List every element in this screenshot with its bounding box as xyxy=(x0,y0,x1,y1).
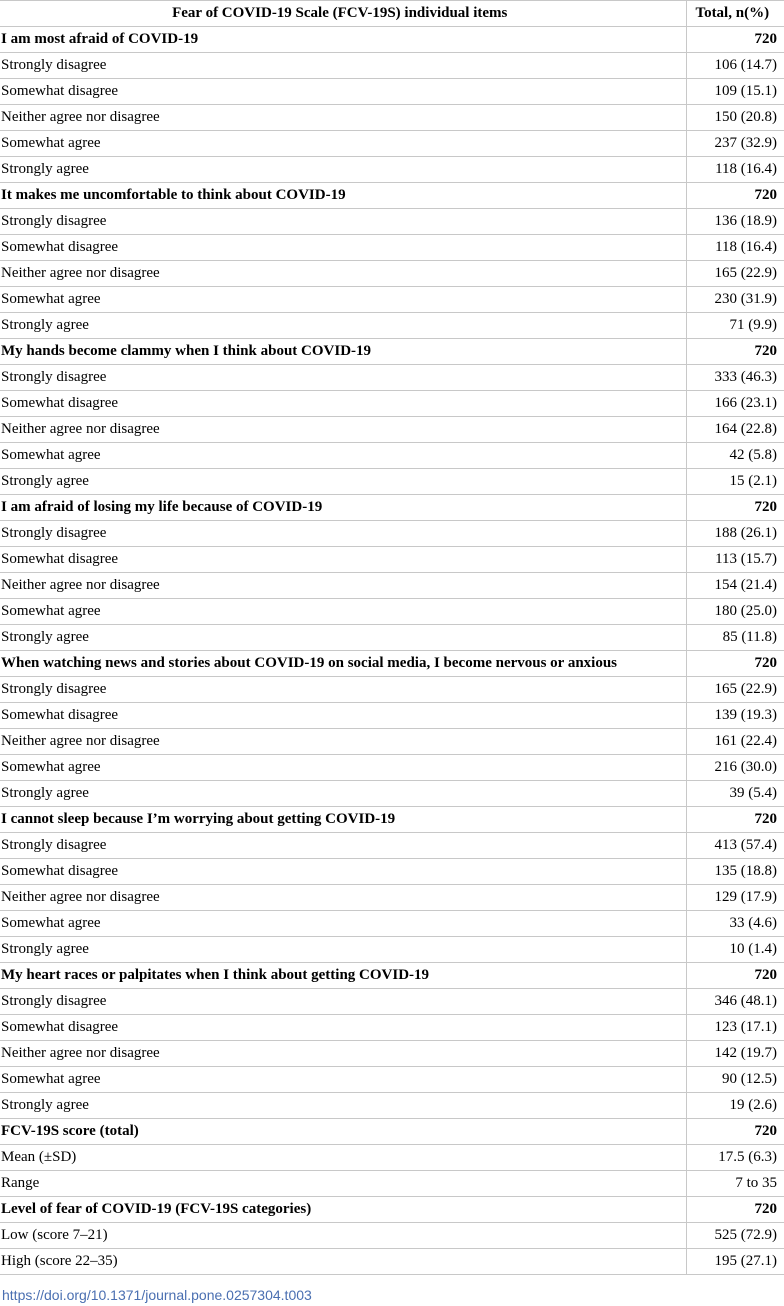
row-label: Neither agree nor disagree xyxy=(0,1041,686,1067)
row-label: Neither agree nor disagree xyxy=(0,573,686,599)
table-row xyxy=(0,313,784,339)
row-label: Strongly disagree xyxy=(0,677,686,703)
row-label: Strongly disagree xyxy=(0,833,686,859)
row-value: 165 (22.9) xyxy=(686,261,784,287)
section-header-row xyxy=(0,183,784,209)
table-row xyxy=(0,1067,784,1093)
table-row xyxy=(0,469,784,495)
row-value: 166 (23.1) xyxy=(686,391,784,417)
row-value: 118 (16.4) xyxy=(686,157,784,183)
section-total: 720 xyxy=(686,183,784,209)
table-body xyxy=(0,27,784,1275)
section-header-row xyxy=(0,807,784,833)
table-row xyxy=(0,1249,784,1275)
row-label: Somewhat agree xyxy=(0,1067,686,1093)
row-label: Strongly agree xyxy=(0,937,686,963)
row-value: 106 (14.7) xyxy=(686,53,784,79)
row-label: Neither agree nor disagree xyxy=(0,417,686,443)
row-label: Strongly disagree xyxy=(0,209,686,235)
table-row xyxy=(0,521,784,547)
table-row xyxy=(0,989,784,1015)
table-row xyxy=(0,911,784,937)
section-title: Level of fear of COVID-19 (FCV-19S categories) xyxy=(0,1197,686,1223)
row-value: 237 (32.9) xyxy=(686,131,784,157)
row-value: 109 (15.1) xyxy=(686,79,784,105)
row-value: 10 (1.4) xyxy=(686,937,784,963)
table-row xyxy=(0,599,784,625)
table-row xyxy=(0,1015,784,1041)
row-label: Somewhat disagree xyxy=(0,703,686,729)
table-row xyxy=(0,1041,784,1067)
table-row xyxy=(0,157,784,183)
row-value: 161 (22.4) xyxy=(686,729,784,755)
row-label: Strongly disagree xyxy=(0,989,686,1015)
row-value: 118 (16.4) xyxy=(686,235,784,261)
section-title: My hands become clammy when I think about COVID-19 xyxy=(0,339,686,365)
section-header-row xyxy=(0,339,784,365)
row-label: Strongly agree xyxy=(0,625,686,651)
row-value: 333 (46.3) xyxy=(686,365,784,391)
section-header-row xyxy=(0,27,784,53)
row-value: 135 (18.8) xyxy=(686,859,784,885)
table-row xyxy=(0,729,784,755)
header-total: Total, n(%) xyxy=(686,1,784,27)
row-value: 33 (4.6) xyxy=(686,911,784,937)
row-label: Strongly agree xyxy=(0,157,686,183)
table-row xyxy=(0,1145,784,1171)
section-title: When watching news and stories about COVID-19 on social media, I become nervous or anxious xyxy=(0,651,686,677)
row-label: Somewhat disagree xyxy=(0,391,686,417)
section-header-row xyxy=(0,651,784,677)
section-header-row xyxy=(0,1197,784,1223)
table-row xyxy=(0,209,784,235)
row-label: Somewhat disagree xyxy=(0,79,686,105)
row-value: 39 (5.4) xyxy=(686,781,784,807)
row-value: 154 (21.4) xyxy=(686,573,784,599)
table-row xyxy=(0,417,784,443)
table-row xyxy=(0,261,784,287)
row-value: 164 (22.8) xyxy=(686,417,784,443)
row-label: Strongly disagree xyxy=(0,521,686,547)
row-value: 15 (2.1) xyxy=(686,469,784,495)
table-row xyxy=(0,1223,784,1249)
section-title: It makes me uncomfortable to think about COVID-19 xyxy=(0,183,686,209)
row-label: Somewhat disagree xyxy=(0,859,686,885)
table-row xyxy=(0,781,784,807)
row-value: 136 (18.9) xyxy=(686,209,784,235)
section-title: I am afraid of losing my life because of COVID-19 xyxy=(0,495,686,521)
row-label: Somewhat agree xyxy=(0,755,686,781)
row-label: Somewhat disagree xyxy=(0,1015,686,1041)
row-value: 42 (5.8) xyxy=(686,443,784,469)
table-header-row xyxy=(0,1,784,27)
section-title: I cannot sleep because I’m worrying about getting COVID-19 xyxy=(0,807,686,833)
row-label: Somewhat disagree xyxy=(0,235,686,261)
row-label: High (score 22–35) xyxy=(0,1249,686,1275)
table-row xyxy=(0,859,784,885)
row-value: 90 (12.5) xyxy=(686,1067,784,1093)
row-label: Somewhat agree xyxy=(0,599,686,625)
table-row xyxy=(0,703,784,729)
row-label: Strongly disagree xyxy=(0,53,686,79)
row-label: Neither agree nor disagree xyxy=(0,729,686,755)
section-header-row xyxy=(0,1119,784,1145)
row-value: 129 (17.9) xyxy=(686,885,784,911)
row-label: Range xyxy=(0,1171,686,1197)
row-label: Mean (±SD) xyxy=(0,1145,686,1171)
row-value: 123 (17.1) xyxy=(686,1015,784,1041)
row-value: 180 (25.0) xyxy=(686,599,784,625)
table-row xyxy=(0,53,784,79)
row-value: 150 (20.8) xyxy=(686,105,784,131)
row-label: Strongly agree xyxy=(0,1093,686,1119)
row-label: Strongly agree xyxy=(0,469,686,495)
table-row xyxy=(0,105,784,131)
section-title: My heart races or palpitates when I think about getting COVID-19 xyxy=(0,963,686,989)
table-row xyxy=(0,365,784,391)
row-value: 19 (2.6) xyxy=(686,1093,784,1119)
section-total: 720 xyxy=(686,339,784,365)
row-label: Strongly agree xyxy=(0,781,686,807)
section-total: 720 xyxy=(686,495,784,521)
table-row xyxy=(0,1171,784,1197)
row-value: 17.5 (6.3) xyxy=(686,1145,784,1171)
header-items: Fear of COVID-19 Scale (FCV-19S) individual items xyxy=(0,1,686,27)
row-value: 188 (26.1) xyxy=(686,521,784,547)
row-value: 71 (9.9) xyxy=(686,313,784,339)
row-value: 195 (27.1) xyxy=(686,1249,784,1275)
row-value: 165 (22.9) xyxy=(686,677,784,703)
row-value: 413 (57.4) xyxy=(686,833,784,859)
row-value: 142 (19.7) xyxy=(686,1041,784,1067)
row-label: Neither agree nor disagree xyxy=(0,885,686,911)
row-value: 216 (30.0) xyxy=(686,755,784,781)
table-row xyxy=(0,573,784,599)
section-title: FCV-19S score (total) xyxy=(0,1119,686,1145)
row-label: Somewhat disagree xyxy=(0,547,686,573)
table-row xyxy=(0,443,784,469)
row-value: 113 (15.7) xyxy=(686,547,784,573)
section-total: 720 xyxy=(686,651,784,677)
row-label: Strongly agree xyxy=(0,313,686,339)
section-total: 720 xyxy=(686,1119,784,1145)
table-row xyxy=(0,755,784,781)
table-row xyxy=(0,625,784,651)
table-row xyxy=(0,833,784,859)
section-total: 720 xyxy=(686,963,784,989)
section-title: I am most afraid of COVID-19 xyxy=(0,27,686,53)
row-value: 85 (11.8) xyxy=(686,625,784,651)
row-label: Neither agree nor disagree xyxy=(0,105,686,131)
row-label: Somewhat agree xyxy=(0,287,686,313)
row-value: 139 (19.3) xyxy=(686,703,784,729)
section-header-row xyxy=(0,495,784,521)
row-label: Strongly disagree xyxy=(0,365,686,391)
table-row xyxy=(0,937,784,963)
section-total: 720 xyxy=(686,807,784,833)
table-row xyxy=(0,677,784,703)
section-total: 720 xyxy=(686,1197,784,1223)
row-label: Neither agree nor disagree xyxy=(0,261,686,287)
table-row xyxy=(0,391,784,417)
table-row xyxy=(0,79,784,105)
section-header-row xyxy=(0,963,784,989)
row-value: 525 (72.9) xyxy=(686,1223,784,1249)
row-label: Somewhat agree xyxy=(0,131,686,157)
table-row xyxy=(0,287,784,313)
section-total: 720 xyxy=(686,27,784,53)
row-label: Somewhat agree xyxy=(0,911,686,937)
table-row xyxy=(0,885,784,911)
row-value: 230 (31.9) xyxy=(686,287,784,313)
doi-link[interactable]: https://doi.org/10.1371/journal.pone.0257304.t003 xyxy=(2,1287,312,1303)
row-label: Somewhat agree xyxy=(0,443,686,469)
table-row xyxy=(0,235,784,261)
table-row xyxy=(0,1093,784,1119)
row-label: Low (score 7–21) xyxy=(0,1223,686,1249)
table-row xyxy=(0,547,784,573)
table-row xyxy=(0,131,784,157)
row-value: 7 to 35 xyxy=(686,1171,784,1197)
row-value: 346 (48.1) xyxy=(686,989,784,1015)
